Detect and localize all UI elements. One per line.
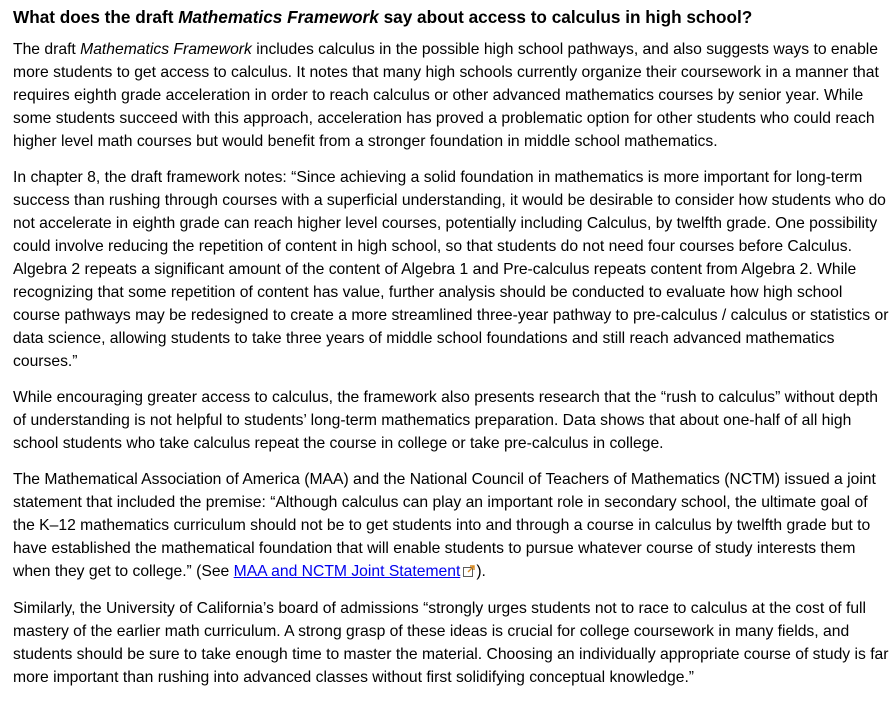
maa-nctm-joint-statement-link[interactable]	[234, 563, 461, 580]
answer-paragraph-4	[13, 468, 889, 584]
paragraph-1-emphasis: Mathematics Framework	[80, 41, 252, 58]
paragraph-1-suffix: includes calculus in the possible high school pathways, and also suggests ways to enable more students to get access to calculus. It notes that many high schools currently organize their coursework in a manner that requires eighth grade acceleration in order to reach calculus or other advanced mathematics courses by senior year. While some students succeed with this approach, acceleration has proved a problematic option for other students who could reach higher level math courses but would benefit from a stronger foundation in middle school mathematics.	[13, 41, 879, 150]
joint-statement-link-text: MAA and NCTM Joint Statement	[233, 563, 461, 580]
paragraph-4-suffix: ).	[476, 563, 486, 580]
external-link-icon[interactable]	[463, 561, 475, 584]
paragraph-1-prefix: The draft	[13, 41, 81, 58]
answer-paragraph-3: While encouraging greater access to calculus, the framework also presents research that the “rush to calculus” without depth of understanding is not helpful to students’ long-term mathematics preparation. Data shows that about one-half of all high school students who take calculus repeat the course in college or take pre-calculus in college.	[13, 389, 878, 452]
answer-paragraph-5: Similarly, the University of California’s board of admissions “strongly urges students not to race to calculus at the cost of full mastery of the earlier math curriculum. A strong grasp of these ideas is crucial for college coursework in many fields, and students should be sure to take enough time to master the material. Choosing an individually appropriate course of study is far more important than rushing into advanced classes without first solidifying conceptual knowledge.”	[13, 600, 889, 686]
answer-paragraph-1	[13, 38, 889, 153]
answer-paragraph-2: In chapter 8, the draft framework notes: “Since achieving a solid foundation in mathematics is more important for long-term success than rushing through courses with a superficial understanding, it would be desirable to consider how students who do not accelerate in eighth grade can reach higher level courses, potentially including Calculus, by twelfth grade. One possibility could involve reducing the repetition of content in high school, so that students do not need four courses before Calculus. Algebra 2 repeats a significant amount of the content of Algebra 1 and Pre-calculus repeats content from Algebra 2. While recognizing that some repetition of content has value, further analysis should be conducted to evaluate how high school course pathways may be redesigned to create a more streamlined three-year pathway to pre-calculus / calculus or statistics or data science, allowing students to take three years of middle school foundations and still reach advanced mathematics courses.”	[13, 169, 889, 370]
heading-suffix: say about access to calculus in high school?	[378, 7, 753, 27]
paragraph-4-prefix: The Mathematical Association of America (MAA) and the National Council of Teachers of Mathematics (NCTM) issued a joint statement that included the premise: “Although calculus can play an important role in secondary school, the ultimate goal of the K–12 mathematics curriculum should not be to get students into and through a course in calculus by twelfth grade but to have established the mathematical foundation that will enable students to pursue whatever course of study interests them when they get to college.” (See	[13, 471, 876, 580]
heading-prefix: What does the draft	[13, 7, 179, 27]
question-heading	[13, 6, 890, 28]
heading-emphasis: Mathematics Framework	[178, 7, 379, 27]
